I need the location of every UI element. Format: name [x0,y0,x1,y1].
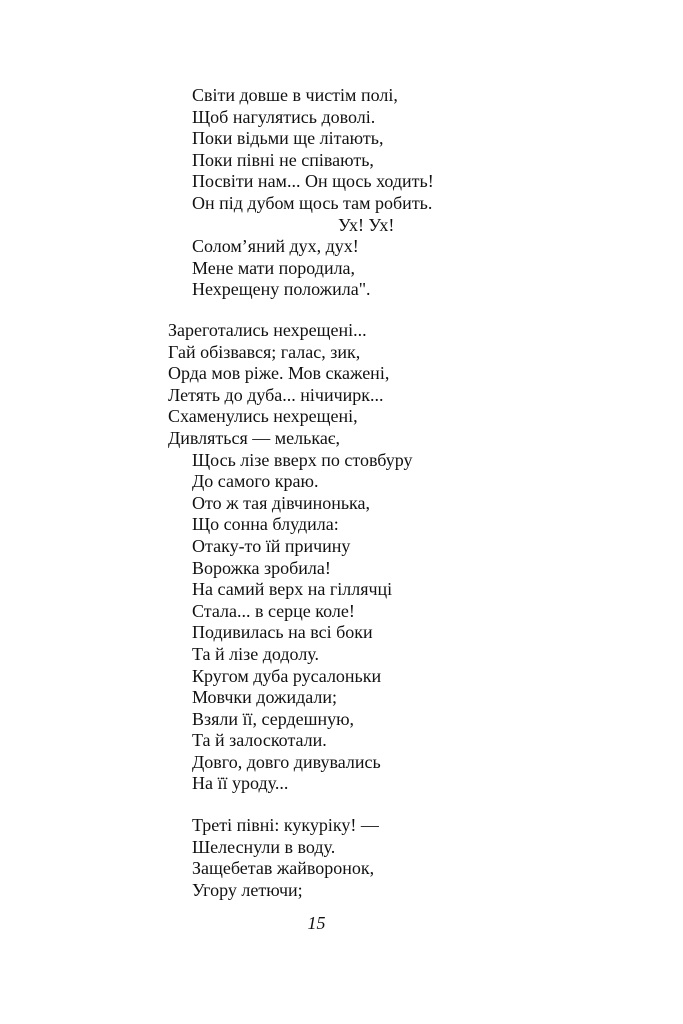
poem-line: Схаменулись нехрещені, [168,406,358,427]
poem-line: Поки відьми ще літають, [192,128,384,149]
poem-line: На самий верх на гіллячці [192,579,393,600]
poem-line: Дивляться — мелькає, [168,427,341,448]
poem-line: Кругом дуба русалоньки [192,665,382,686]
poem-line: Треті півні: кукуріку! — [192,815,379,835]
poem-line-exclamation: Ух! Ух! [338,214,395,235]
poem-line: Отаку-то їй причину [192,535,351,556]
poem-line: Та й залоскотали. [192,730,327,751]
poem-line: Щоб нагулятись доволі. [192,106,376,127]
poem-line: Солом’яний дух, дух! [192,236,359,257]
poem-line: Защебетав жайворонок, [192,858,375,879]
poem-line: Довго, довго дивувались [192,751,381,772]
poem-line: Та й лізе додолу. [192,643,319,664]
stanza-3 [192,815,379,901]
poem-line: Мовчки дожидали; [192,687,338,708]
poem-line: Нехрещену положила". [192,279,371,300]
poem-line: На її уроду... [192,773,289,794]
poem-line: Поки півні не співають, [192,149,374,170]
poem-line: Ворожка зробила! [192,557,331,578]
poem-line: Орда мов ріже. Мов скажені, [168,363,390,384]
poem-line: Подивилась на всі боки [192,622,373,643]
poem-line: Угору летючи; [192,879,303,900]
poem-line: До самого краю. [192,471,319,492]
poem-line: Взяли її, сердешную, [192,708,355,729]
page-number-text: 15 [307,913,326,933]
poem-line: Щось лізе вверх по стовбуру [192,449,413,470]
poem-line: Ото ж тая дівчинонька, [192,492,371,513]
poem-line: Посвіти нам... Он щось ходить! [192,171,434,192]
stanza-1 [192,85,434,301]
poem-line: Он під дубом щось там робить. [192,192,433,213]
poem-line: Летять до дуба... нічичирк... [168,384,384,405]
poem-line: Мене мати породила, [192,257,356,278]
poem-line: Світи довше в чистім полі, [192,85,398,105]
poem-line: Гай обізвався; галас, зик, [168,341,361,362]
poem-line: Що сонна блудила: [192,514,339,535]
poem-line: Шелеснули в воду. [192,836,336,857]
stanza-2 [168,320,413,795]
page-number [0,913,683,934]
poem-line: Стала... в серце коле! [192,600,355,621]
poem-line: Зареготались нехрещені... [168,320,367,340]
